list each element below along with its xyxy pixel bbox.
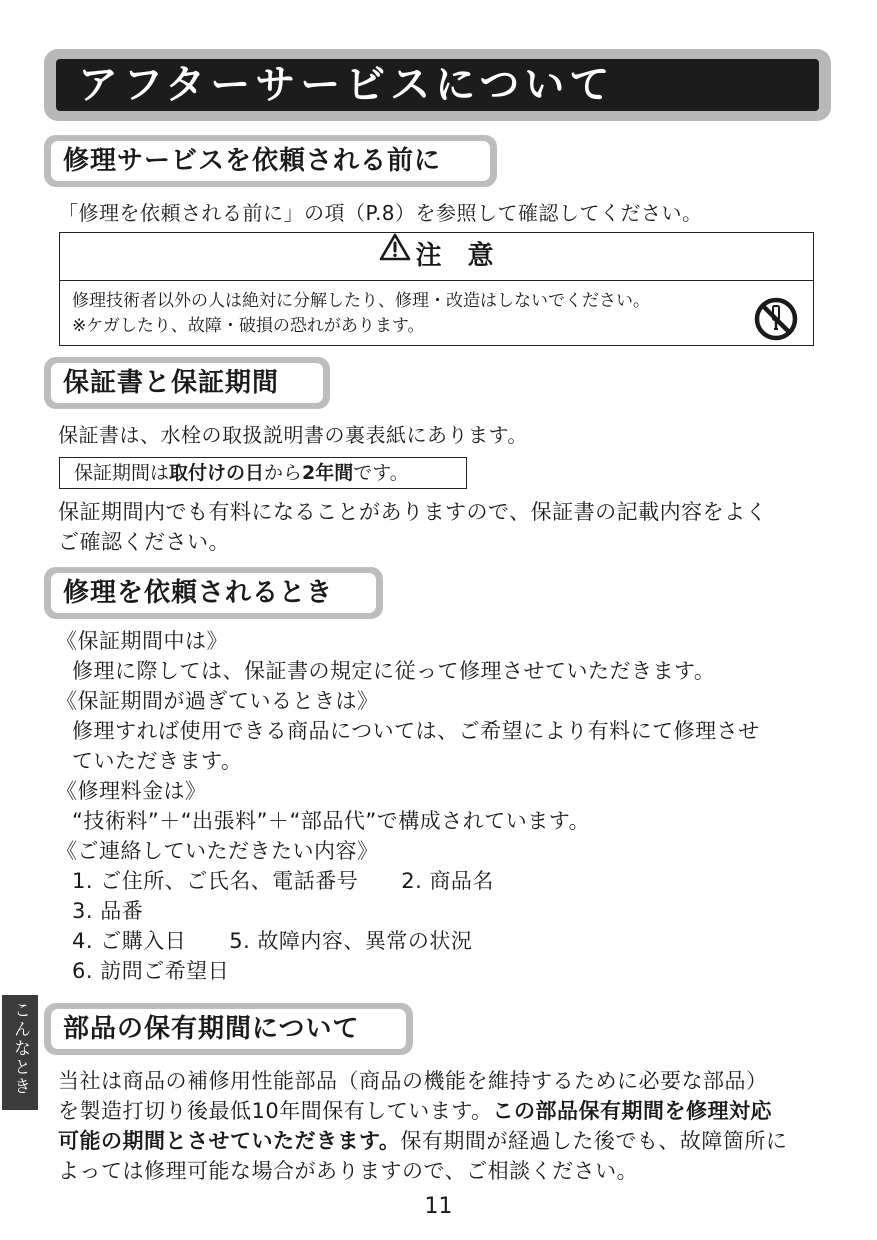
request-line: 修理に際しては、保証書の規定に従って修理させていただきます。 [72, 659, 716, 683]
period-length-bold: 2年間 [302, 462, 354, 484]
caution-line-1: 修理技術者以外の人は絶対に分解したり、修理・改造はしないでください。 [72, 291, 650, 311]
parts-line-2 [58, 1096, 772, 1126]
request-line: 4. ご購入日 5. 故障内容、異常の状況 [72, 929, 473, 953]
caution-label: 注 意 [415, 241, 494, 271]
side-tab-label: こんなとき [10, 1001, 30, 1096]
section-heading-parts [44, 1003, 413, 1055]
request-line: 3. 品番 [72, 899, 144, 923]
section-heading-before-repair [44, 135, 497, 187]
request-line: 修理すれば使用できる商品については、ご希望により有料にて修理させ [72, 719, 760, 743]
parts-text-bold: この部品保有期間を修理対応 [492, 1099, 773, 1123]
page-number: 11 [424, 1194, 453, 1219]
page-title: アフターサービスについて [78, 62, 615, 108]
warranty-text: 保証書は、水栓の取扱説明書の裏表紙にあります。 [58, 423, 528, 447]
parts-text-bold: 可能の期間とさせていただきます。 [58, 1129, 401, 1153]
period-part: です。 [353, 462, 409, 484]
section-heading-label: 修理を依頼されるとき [63, 578, 334, 608]
before-repair-text: 「修理を依頼される前に」の項（P.8）を参照して確認してください。 [58, 201, 703, 225]
request-line: 《ご連絡していただきたい内容》 [56, 839, 379, 863]
warning-triangle-icon [379, 230, 411, 277]
section-heading-warranty [44, 357, 330, 409]
period-start-bold: 取付けの日 [169, 462, 265, 484]
warranty-period-box [59, 457, 467, 489]
request-line: 《保証期間中は》 [56, 629, 228, 653]
section-heading-label: 保証書と保証期間 [63, 368, 280, 398]
section-heading-label: 部品の保有期間について [63, 1014, 360, 1044]
caution-line-2: ※ケガしたり、故障・破損の恐れがあります。 [72, 316, 425, 336]
caution-box [59, 232, 814, 346]
request-line: ていただきます。 [72, 749, 243, 773]
request-line: 1. ご住所、ご氏名、電話番号 2. 商品名 [72, 869, 494, 893]
warranty-note-line-1: 保証期間内でも有料になることがありますので、保証書の記載内容をよく [58, 500, 768, 524]
no-disassembly-icon [753, 296, 799, 346]
caution-header [60, 233, 813, 281]
caution-title [60, 233, 813, 280]
parts-line-4: よっては修理可能な場合がありますので、ご相談ください。 [58, 1159, 639, 1183]
request-line: 6. 訪問ご希望日 [72, 959, 230, 983]
period-part: 保証期間は [74, 462, 170, 484]
warranty-note-line-2: ご確認ください。 [58, 530, 230, 554]
parts-line-1: 当社は商品の補修用性能部品（商品の機能を維持するために必要な部品） [58, 1069, 768, 1093]
side-tab [2, 995, 38, 1110]
section-heading-request [44, 567, 383, 619]
parts-text: 保有期間が経過した後でも、故障箇所に [400, 1129, 788, 1153]
request-line: 《修理料金は》 [56, 779, 207, 803]
warranty-period-text [74, 458, 409, 488]
title-banner [44, 49, 831, 121]
section-heading-label: 修理サービスを依頼される前に [63, 146, 442, 176]
request-line: “技術料”＋“出張料”＋“部品代”で構成されています。 [72, 809, 591, 833]
title-inner [56, 59, 819, 111]
parts-line-3 [58, 1126, 787, 1156]
parts-text: を製造打切り後最低10年間保有しています。 [58, 1099, 493, 1123]
period-part: から [264, 462, 303, 484]
request-line: 《保証期間が過ぎているときは》 [56, 689, 379, 713]
